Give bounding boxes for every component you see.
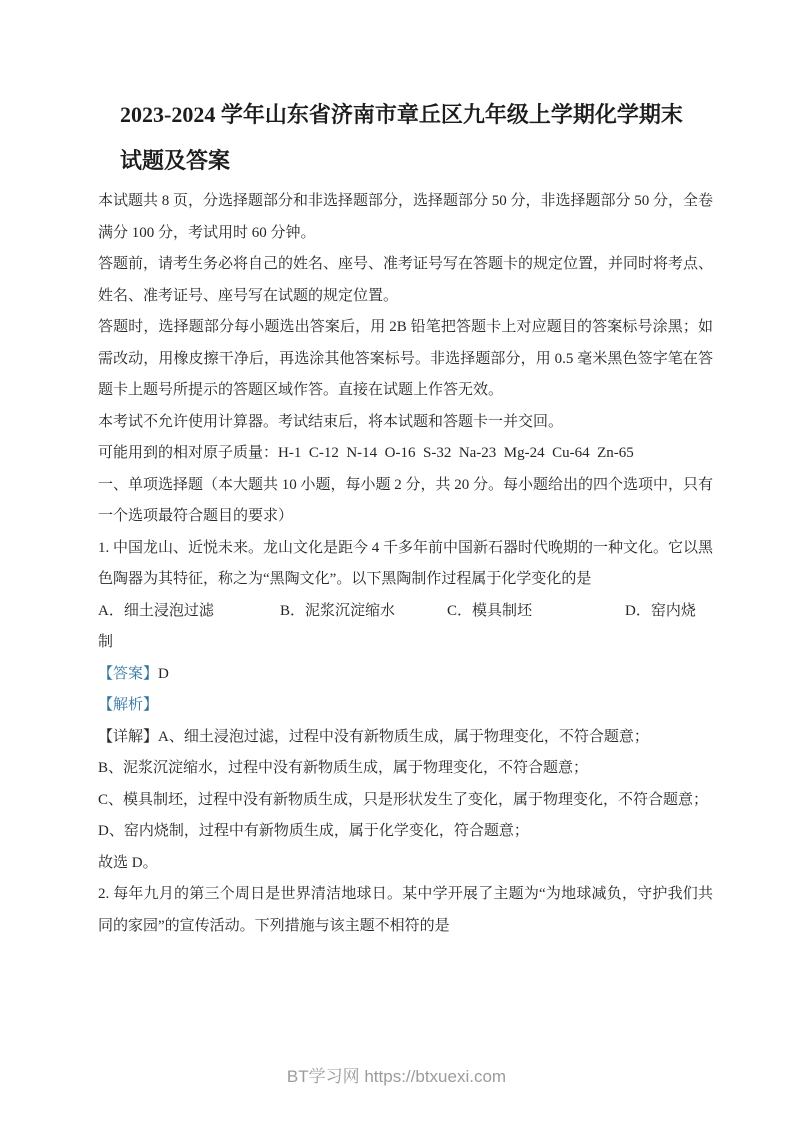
atomic-masses-line: 可能用到的相对原子质量：H-1 C-12 N-14 O-16 S-32 Na-23 Mg-24 Cu-64 Zn-65 [98,445,634,461]
question-1-stem: 1. 中国龙山、近悦未来。龙山文化是距今 4 千多年前中国新石器时代晚期的一种文化。它以黑色陶器为其特征，称之为“黑陶文化”。以下黑陶制作过程属于化学变化的是 [98,539,714,587]
exam-title [120,92,713,184]
detail-line-c: C、模具制坯，过程中没有新物质生成，只是形状发生了变化，属于物理变化，不符合题意； [98,791,709,808]
detail-conclusion: 故选 D。 [98,854,158,871]
detail-line-d: D、窑内烧制，过程中有新物质生成，属于化学变化，符合题意； [98,823,529,839]
exam-info-structure: 本试题共 8 页，分选择题部分和非选择题部分，选择题部分 50 分，非选择题部分 50 分，全卷满分 100 分，考试用时 60 分钟。 [98,193,714,241]
exam-info-answer-location: 答题前，请考生务必将自己的姓名、座号、准考证号写在答题卡的规定位置，并同时将考点、姓名、准考证号、座号写在试题的规定位置。 [98,256,714,304]
question-1-option-b: B．泥浆沉淀缩水 [280,602,396,619]
question-1-analysis-marker: 【解析】 [98,697,159,713]
exam-info-calculator: 本考试不允许使用计算器。考试结束后，将本试题和答题卡一并交回。 [98,413,564,430]
exam-info-marking: 答题时，选择题部分每小题选出答案后，用 2B 铅笔把答题卡上对应题目的答案标号涂黑；如需改动，用橡皮擦干净后，再选涂其他答案标号。非选择题部分，用 0.5 毫米黑色签字笔在答题卡上题号所提示的答题区域作答。直接在试题上作答无效。 [98,319,713,398]
detail-line-b: B、泥浆沉淀缩水，过程中没有新物质生成，属于物理变化，不符合题意； [98,760,589,776]
answer-marker: 【答案】 [98,665,159,682]
detail-line-a: 【详解】A、细土浸泡过滤，过程中没有新物质生成，属于物理变化，不符合题意； [98,728,649,745]
document-content [98,92,713,942]
answer-value: D [158,665,169,682]
exam-title-line2: 试题及答案 [120,148,231,173]
question-1-option-c: C．模具制坯 [447,602,533,619]
question-1-answer-line [98,659,713,691]
footer-watermark-link[interactable]: BT学习网 https://btxuexi.com [286,1067,507,1086]
exam-title-line1: 2023-2024 学年山东省济南市章丘区九年级上学期化学期末 [120,102,683,127]
question-1-options-row [98,596,713,628]
question-1-option-d-wrap: 制 [98,634,114,650]
question-1-option-a: A．细土浸泡过滤 [98,602,214,619]
question-1-option-d: D．窑内烧 [625,602,696,619]
section-1-heading: 一、单项选择题（本大题共 10 小题，每小题 2 分，共 20 分。每小题给出的四个选项中，只有一个选项最符合题目的要求） [98,476,714,524]
question-2-stem: 2. 每年九月的第三个周日是世界清洁地球日。某中学开展了主题为“为地球减负，守护我们共同的家园”的宣传活动。下列措施与该主题不相符的是 [98,886,713,934]
